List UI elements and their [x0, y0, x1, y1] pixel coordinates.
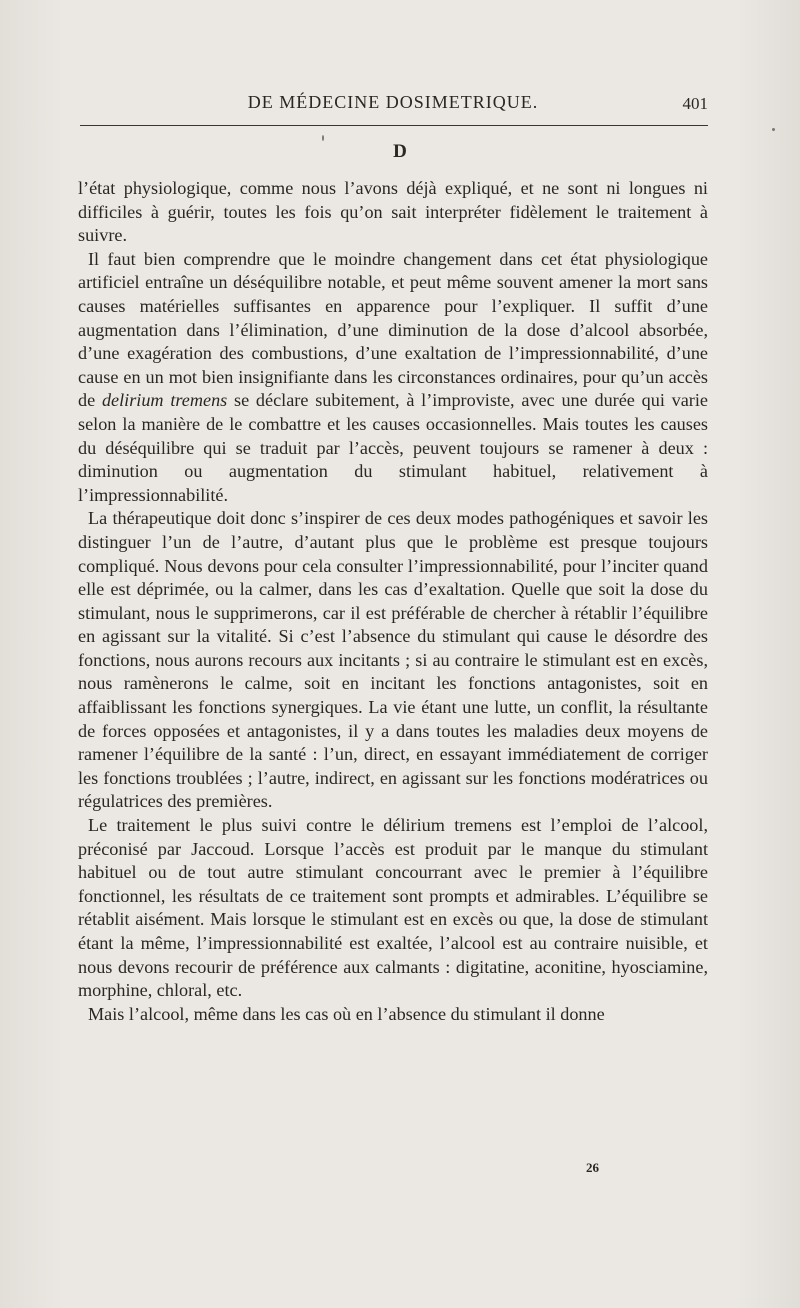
paragraph-2	[78, 248, 708, 508]
paper-speck	[772, 128, 775, 131]
paragraph-5: Mais l’alcool, même dans les cas où en l’absence du stimulant il donne	[88, 1003, 605, 1024]
paragraph-4: Le traitement le plus suivi contre le délirium tremens est l’emploi de l’alcool, préconisé par Jaccoud. Lorsque l’accès est produit par le manque du stimulant habituel ou de tout autre stimulant concourrant avec le premier à l’équilibre fonctionnel, les résultats de ce traitement sont prompts et admirables. L’équilibre se rétablit aisément. Mais lorsque le stimulant est en excès ou que, la dose de stimulant étant la même, l’impressionnabilité est exaltée, l’alcool est au contraire nuisible, et nous devons recourir de préférence aux calmants : digitatine, aconitine, hyosciamine, morphine, chloral, etc.	[78, 815, 708, 1001]
paragraph-2-part-2: se déclare subitement, à l’improviste, avec une durée qui varie selon la manière de le combattre et les causes occasionnelles. Mais toutes les causes du déséquilibre qui se traduit par l’accès, peuvent toujours se ramener à deux : diminution ou augmentation du stimulant habituel, relativement à l’impressionnabilité.	[78, 390, 708, 505]
paragraph-3: La thérapeutique doit donc s’inspirer de ces deux modes pathogéniques et savoir les distinguer l’un de l’autre, d’autant plus que le problème est presque toujours compliqué. Nous devons pour cela consulter l’impressionnabilité, pour l’inciter quand elle est déprimée, ou la calmer, dans les cas d’exaltation. Quelle que soit la dose du stimulant, nous le supprimerons, car il est préférable de chercher à rétablir l’équilibre en agissant sur la vitalité. Si c’est l’absence du stimulant qui cause le désordre des fonctions, nous aurons recours aux incitants ; si au contraire le stimulant est en excès, nous ramènerons le calme, soit en incitant les fonctions antagonistes, soit en affaiblissant les fonctions synergiques. La vie étant une lutte, un conflit, la résultante de forces opposées et antagonistes, il y a dans toutes les maladies deux moyens de ramener l’équilibre de la santé : l’un, direct, en essayant immédiatement de corriger les fonctions troublées ; l’autre, indirect, en agissant sur les fonctions modératrices ou régulatrices des premières.	[78, 508, 708, 812]
section-letter: D	[393, 141, 407, 162]
paragraph-2-italic: delirium tremens	[101, 390, 228, 411]
page-number: 401	[682, 94, 708, 113]
paper-speck	[322, 135, 324, 141]
paragraph-1: l’état physiologique, comme nous l’avons déjà expliqué, et ne sont ni longues ni difficiles à guérir, toutes les fois qu’on sait interpréter fidèlement le traitement à suivre.	[78, 178, 708, 246]
running-head	[78, 90, 708, 120]
paragraph-2-part-1: Il faut bien comprendre que le moindre changement dans cet état physiologique artificiel entraîne un déséquilibre notable, et peut même souvent amener la mort sans causes matérielles suffisantes en apparence pour l’expliquer. Il suffit d’une augmentation dans l’élimination, d’une diminution de la dose d’alcool absorbée, d’une exagération des combustions, d’une exaltation de l’impressionnabilité, d’une cause en un mot bien insignifiante dans les circonstances ordinaires, pour qu’un accès de	[78, 248, 708, 411]
signature-number: 26	[586, 1160, 599, 1175]
header-rule	[80, 125, 708, 126]
running-title: DE MÉDECINE DOSIMETRIQUE.	[247, 92, 539, 112]
body-text	[78, 177, 708, 1026]
